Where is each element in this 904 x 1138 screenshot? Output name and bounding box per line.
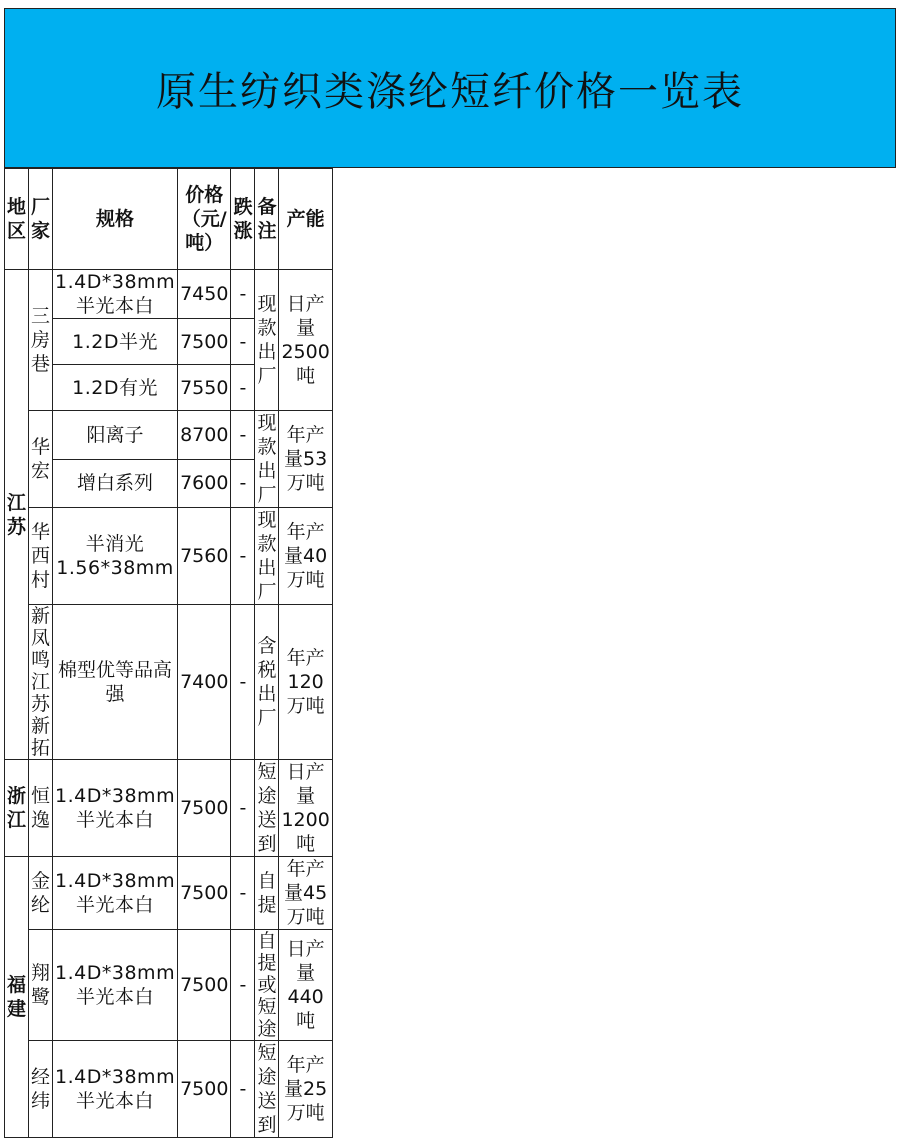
maker-cell: 翔鹭	[29, 930, 53, 1041]
sheet-title: 原生纺织类涤纶短纤价格一览表	[4, 8, 896, 168]
table-row	[5, 270, 333, 319]
change-cell: -	[231, 411, 255, 460]
capacity-cell: 年产量45万吨	[279, 857, 332, 930]
maker-cell: 恒逸	[29, 760, 53, 857]
region-fujian: 福建	[5, 857, 29, 1138]
change-cell: -	[231, 319, 255, 365]
spec-cell: 增白系列	[53, 459, 178, 508]
header-capacity: 产能	[279, 169, 332, 270]
capacity-cell: 年产量40万吨	[279, 508, 332, 605]
change-cell: -	[231, 760, 255, 857]
change-cell: -	[231, 508, 255, 605]
header-price-label: 价格	[185, 184, 224, 206]
header-change: 跌涨	[231, 169, 255, 270]
price-cell: 8700	[178, 411, 231, 460]
header-maker: 厂家	[29, 169, 53, 270]
change-cell: -	[231, 605, 255, 760]
maker-cell: 金纶	[29, 857, 53, 930]
note-line: 自提或短	[257, 930, 277, 1018]
change-cell: -	[231, 857, 255, 930]
note-cell: 含税出厂	[255, 605, 279, 760]
capacity-cell: 年产120万吨	[279, 605, 332, 760]
capacity-cell: 日产量2500吨	[279, 270, 332, 411]
capacity-cell: 年产量25万吨	[279, 1041, 332, 1138]
note-cell: 现款出厂	[255, 508, 279, 605]
price-cell: 7500	[178, 760, 231, 857]
change-cell: -	[231, 930, 255, 1041]
table-row	[5, 1041, 333, 1138]
change-cell: -	[231, 459, 255, 508]
table-row	[5, 930, 333, 1041]
header-price	[178, 169, 231, 270]
table-row	[5, 508, 333, 605]
header-spec: 规格	[53, 169, 178, 270]
capacity-cell: 日产量440吨	[279, 930, 332, 1041]
spec-cell: 1.4D*38mm半光本白	[53, 270, 178, 319]
spec-cell: 1.4D*38mm半光本白	[53, 1041, 178, 1138]
note-cell	[255, 930, 279, 1041]
note-line: 途	[257, 1018, 277, 1040]
capacity-cell: 年产量53万吨	[279, 411, 332, 508]
price-cell: 7400	[178, 605, 231, 760]
price-cell: 7450	[178, 270, 231, 319]
change-cell: -	[231, 365, 255, 411]
price-cell: 7500	[178, 1041, 231, 1138]
price-cell: 7560	[178, 508, 231, 605]
note-cell: 短途送到	[255, 760, 279, 857]
table-row	[5, 857, 333, 930]
spec-cell: 1.2D半光	[53, 319, 178, 365]
change-cell: -	[231, 1041, 255, 1138]
spec-cell: 半消光1.56*38mm	[53, 508, 178, 605]
note-cell: 现款出厂	[255, 411, 279, 508]
maker-line: 江苏新拓	[31, 671, 51, 759]
change-cell: -	[231, 270, 255, 319]
spec-cell: 阳离子	[53, 411, 178, 460]
spec-cell: 1.2D有光	[53, 365, 178, 411]
header-region: 地区	[5, 169, 29, 270]
note-cell: 自提	[255, 857, 279, 930]
price-cell: 7600	[178, 459, 231, 508]
capacity-cell: 日产量1200吨	[279, 760, 332, 857]
price-cell: 7550	[178, 365, 231, 411]
note-cell: 短途送到	[255, 1041, 279, 1138]
maker-cell	[29, 605, 53, 760]
table-row	[5, 605, 333, 760]
table-row	[5, 411, 333, 460]
table-row	[5, 760, 333, 857]
note-cell: 现款出厂	[255, 270, 279, 411]
maker-cell: 华西村	[29, 508, 53, 605]
spec-cell: 棉型优等品高强	[53, 605, 178, 760]
maker-cell: 华宏	[29, 411, 53, 508]
spec-cell: 1.4D*38mm半光本白	[53, 857, 178, 930]
spec-cell: 1.4D*38mm半光本白	[53, 760, 178, 857]
price-cell: 7500	[178, 930, 231, 1041]
header-note: 备注	[255, 169, 279, 270]
maker-cell: 经纬	[29, 1041, 53, 1138]
maker-line: 新凤鸣	[31, 605, 51, 671]
price-cell: 7500	[178, 319, 231, 365]
region-jiangsu: 江苏	[5, 270, 29, 760]
header-price-unit: （元/吨）	[181, 208, 227, 254]
price-cell: 7500	[178, 857, 231, 930]
spec-cell: 1.4D*38mm半光本白	[53, 930, 178, 1041]
price-table	[4, 168, 333, 1138]
header-row	[5, 169, 333, 270]
region-zhejiang: 浙江	[5, 760, 29, 857]
maker-cell: 三房巷	[29, 270, 53, 411]
